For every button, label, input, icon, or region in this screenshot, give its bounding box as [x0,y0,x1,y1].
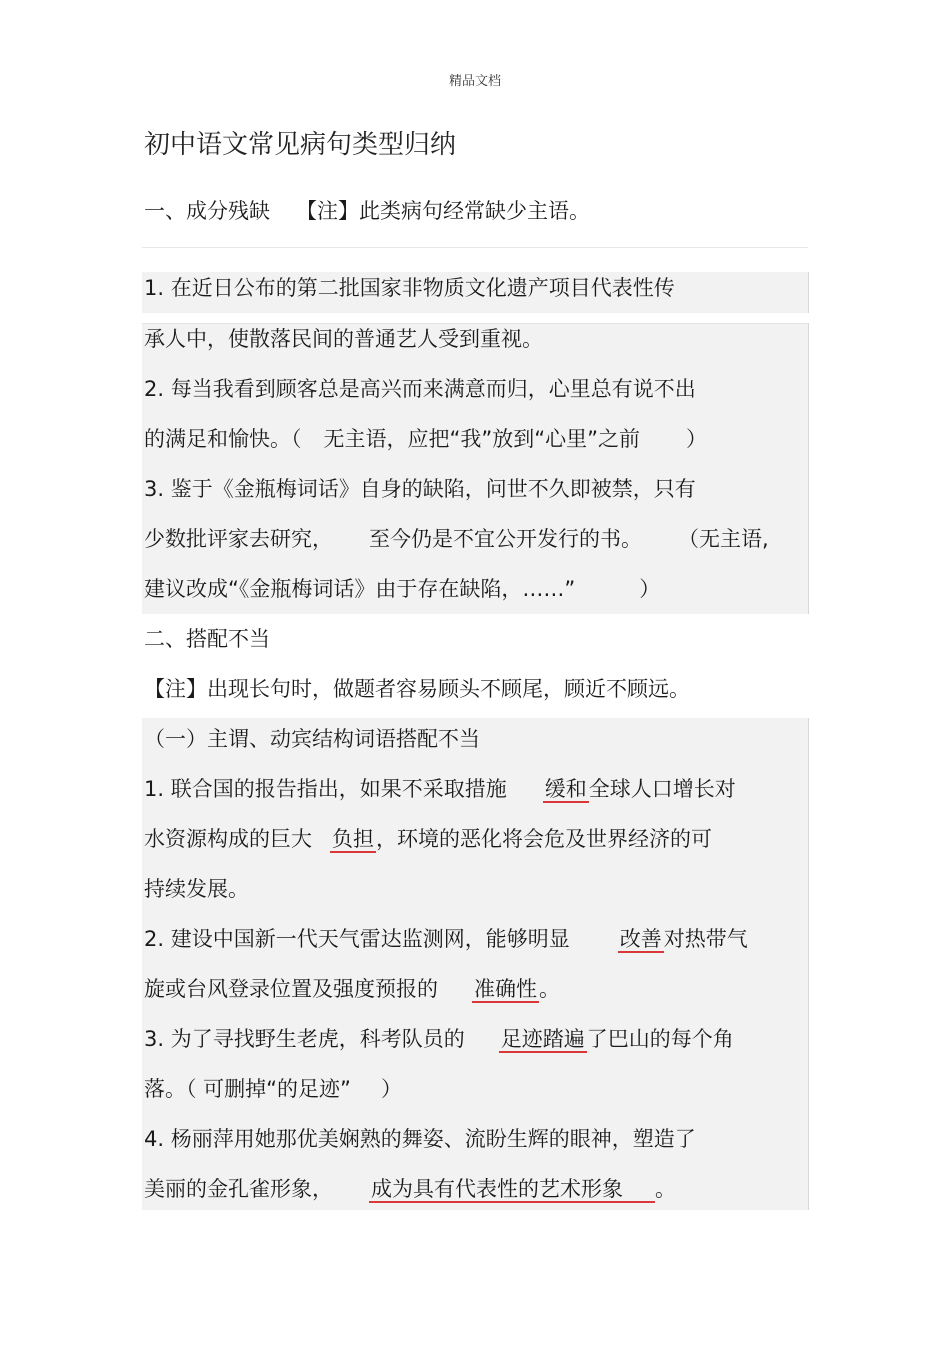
text-segment: 少数批评家去研究， [144,527,333,551]
example-line: 持续发展。 [144,877,249,901]
subsection-heading: （一）主谓、动宾结构词语搭配不当 [144,727,480,751]
section-1-title: 一、成分残缺 [144,199,270,223]
underlined-error: 缓和 [544,777,587,801]
example-line [144,424,707,454]
text-segment: 对热带气 [663,927,748,951]
example-line: 3. 鉴于《金瓶梅词话》自身的缺陷，问世不久即被禁，只有 [144,477,696,501]
text-segment: ，环境的恶化将会危及世界经济的可 [376,827,712,851]
text-segment: ） [380,1077,402,1101]
underlined-error: 足迹踏遍 [500,1027,585,1051]
text-segment: 至今仍是不宜公开发行的书。 [369,527,642,551]
comment-text: 建议改成“《金瓶梅词话》由于存在缺陷，……” [144,577,576,601]
underlined-error: 负担 [332,827,374,851]
example-line: 4. 杨丽萍用她那优美娴熟的舞姿、流盼生辉的眼神，塑造了 [144,1127,696,1151]
example-line [144,524,769,554]
example-line: 1. 在近日公布的第二批国家非物质文化遗产项目代表性传 [144,276,675,300]
example-line [144,1174,676,1204]
example-line [144,574,660,604]
example-line [144,924,748,954]
comment-close: ） [686,427,708,451]
text-segment: 水资源构成的巨大 [144,827,312,851]
text-segment: 美丽的金孔雀形象， [144,1177,333,1201]
document-title: 初中语文常见病句类型归纳 [144,130,457,160]
section-1-note: 【注】此类病句经常缺少主语。 [296,199,590,223]
comment-text: （无主语, [678,527,769,551]
text-segment: 了巴山的每个角 [586,1027,734,1051]
text-segment: 1. 联合国的报告指出，如果不采取措施 [144,777,507,801]
text-segment: 旋或台风登录位置及强度预报的 [144,977,438,1001]
section-2-title: 二、搭配不当 [144,627,270,651]
example-line [144,774,736,804]
example-line [144,974,560,1004]
comment-text: 无主语，应把“我”放到“心里”之前 [323,427,641,451]
example-line: 2. 每当我看到顾客总是高兴而来满意而归，心里总有说不出 [144,377,696,401]
example-line [144,824,712,854]
divider [142,247,808,248]
page-header: 精品文档 [448,74,501,89]
section-2-note: 【注】出现长句时，做题者容易顾头不顾尾，顾近不顾远。 [144,677,690,701]
underlined-error: 改善 [619,927,662,951]
section-1-heading [144,195,590,225]
underlined-error: 准确性 [474,977,537,1001]
underlined-error: 成为具有代表性的艺术形象 [369,1177,655,1203]
example-line [144,1074,402,1104]
comment-close: ） [639,577,661,601]
text-segment: 落。（ 可删掉“的足迹” [144,1077,351,1101]
text-segment: 2. 建设中国新一代天气雷达监测网，能够明显 [144,927,570,951]
example-line [144,1024,734,1054]
example-block-1 [142,323,809,614]
text-segment: 。 [539,977,560,1001]
text-segment: 全球人口增长对 [588,777,736,801]
text-segment: 3. 为了寻找野生老虎，科考队员的 [144,1027,465,1051]
example-line: 承人中，使散落民间的普通艺人受到重视。 [144,327,543,351]
text-segment: 。 [655,1177,676,1201]
text-segment: 的满足和愉快。（ [144,427,302,451]
